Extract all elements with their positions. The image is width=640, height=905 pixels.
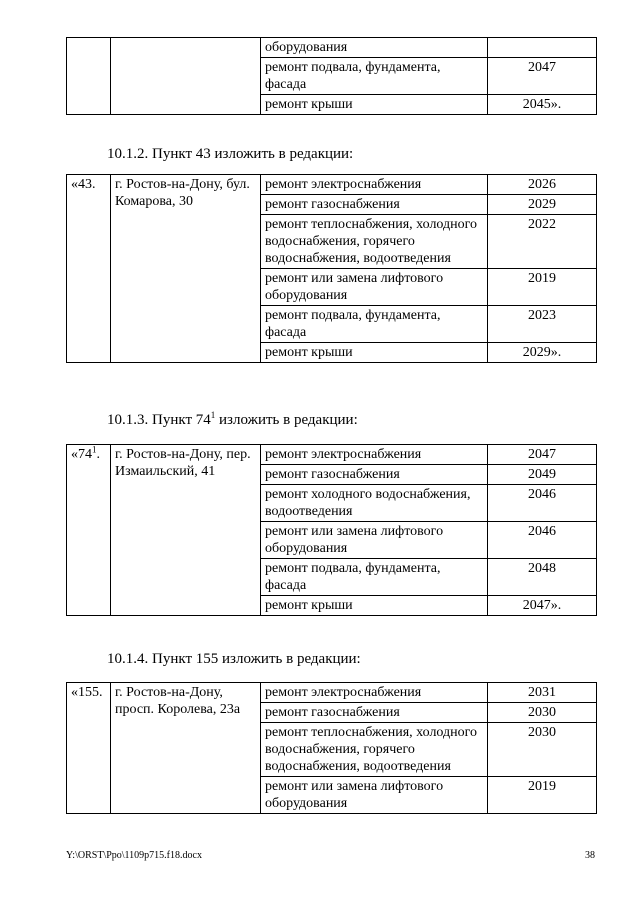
table-row [67,445,597,465]
table-item-155 [66,682,597,814]
superscript: 1 [210,410,216,420]
year-cell: 2047 [488,445,597,465]
work-cell: ремонт теплоснабжения, холодного водоснабжения, горячего водоснабжения, водоотведения [261,215,488,269]
entry-number-cell [67,175,111,363]
year-cell: 2049 [488,465,597,485]
table-continuation [66,37,597,115]
work-cell: ремонт подвала, фундамента, фасада [261,58,488,95]
work-cell: ремонт или замена лифтового оборудования [261,269,488,306]
table-row [67,683,597,703]
work-cell: ремонт подвала, фундамента, фасада [261,559,488,596]
work-cell: ремонт электроснабжения [261,175,488,195]
entry-number: «155. [71,685,103,700]
year-cell [488,38,597,58]
work-cell: ремонт газоснабжения [261,195,488,215]
address-cell: г. Ростов-на-Дону, просп. Королева, 23а [111,683,261,814]
table-row [67,38,597,58]
year-cell: 2030 [488,723,597,777]
entry-number-cell [67,445,111,616]
work-cell: ремонт крыши [261,95,488,115]
year-cell: 2047». [488,596,597,616]
work-cell: ремонт крыши [261,596,488,616]
entry-number-cell [67,38,111,115]
year-cell: 2019 [488,269,597,306]
entry-number: «74 [71,447,92,462]
work-cell: ремонт электроснабжения [261,683,488,703]
year-cell: 2046 [488,522,597,559]
entry-number: «43. [71,177,96,192]
paragraph-item-43: 10.1.2. Пункт 43 изложить в редакции: [107,146,354,162]
work-cell: ремонт газоснабжения [261,703,488,723]
work-cell: ремонт или замена лифтового оборудования [261,522,488,559]
year-cell: 2031 [488,683,597,703]
paragraph-item-155: 10.1.4. Пункт 155 изложить в редакции: [107,651,361,667]
year-cell: 2029 [488,195,597,215]
entry-number-suffix: . [96,447,100,462]
table-row [67,175,597,195]
table-item-74-1 [66,444,597,616]
entry-number-cell [67,683,111,814]
work-cell: ремонт теплоснабжения, холодного водоснабжения, горячего водоснабжения, водоотведения [261,723,488,777]
year-cell: 2046 [488,485,597,522]
year-cell: 2029». [488,343,597,363]
work-cell: ремонт холодного водоснабжения, водоотведения [261,485,488,522]
table-item-43 [66,174,597,363]
year-cell: 2047 [488,58,597,95]
paragraph-text-end: изложить в редакции: [215,412,358,428]
work-cell: ремонт газоснабжения [261,465,488,485]
paragraph-item-74-1 [107,411,358,429]
year-cell: 2026 [488,175,597,195]
year-cell: 2022 [488,215,597,269]
address-cell [111,38,261,115]
address-cell: г. Ростов-на-Дону, бул. Комарова, 30 [111,175,261,363]
year-cell: 2045». [488,95,597,115]
work-cell: ремонт электроснабжения [261,445,488,465]
year-cell: 2023 [488,306,597,343]
year-cell: 2019 [488,777,597,814]
paragraph-text-start: 10.1.3. Пункт 74 [107,412,211,428]
work-cell: ремонт крыши [261,343,488,363]
work-cell: ремонт подвала, фундамента, фасада [261,306,488,343]
year-cell: 2048 [488,559,597,596]
superscript: 1 [92,444,97,455]
footer-file-path: Y:\ORST\Ppo\1109p715.f18.docx [66,850,202,861]
footer-page-number: 38 [585,850,595,861]
work-cell: ремонт или замена лифтового оборудования [261,777,488,814]
work-cell: оборудования [261,38,488,58]
year-cell: 2030 [488,703,597,723]
address-cell: г. Ростов-на-Дону, пер. Измаильский, 41 [111,445,261,616]
